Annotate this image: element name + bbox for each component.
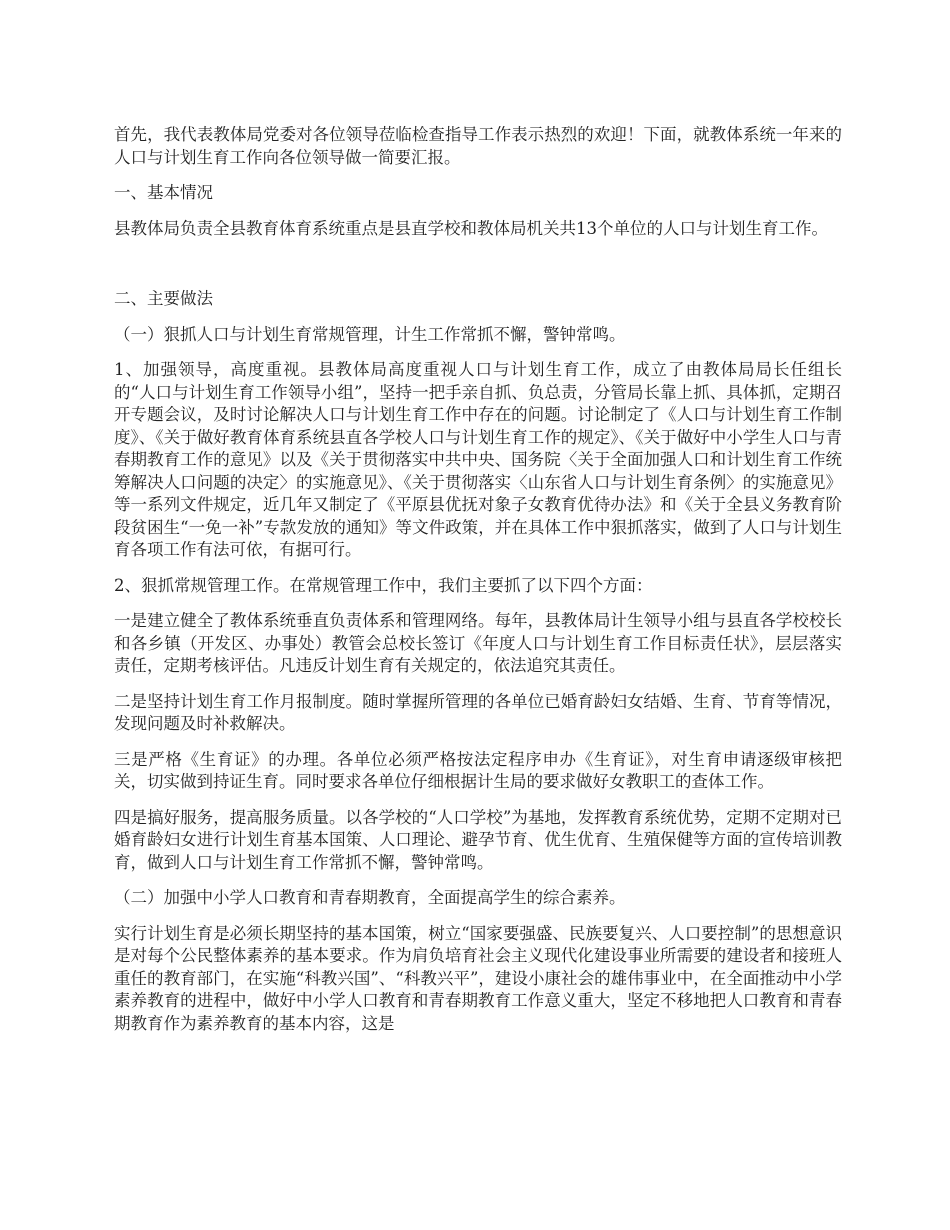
basic-situation-paragraph: 县教体局负责全县教育体育系统重点是县直学校和教体局机关共13个单位的人口与计划生育工作。	[114, 218, 828, 238]
point-3-paragraph: 三是严格《生育证》的办理。各单位必须严格按法定程序申办《生育证》，对生育申请逐级审核把关，切实做到持证生育。同时要求各单位仔细根据计生局的要求做好女教职工的查体工作。	[114, 749, 842, 791]
point-4-paragraph: 四是搞好服务，提高服务质量。以各学校的“人口学校”为基地，发挥教育系统优势，定期不定期对已婚育龄妇女进行计划生育基本国策、人口理论、避孕节育、优生优育、生殖保健等方面的宣传培训教育，做到人口与计划生育工作常抓不懈，警钟常鸣。	[114, 807, 842, 872]
subsection-heading-2: （二）加强中小学人口教育和青春期教育，全面提高学生的综合素养。	[114, 888, 626, 907]
point-1-paragraph: 一是建立健全了教体系统垂直负责体系和管理网络。每年，县教体局计生领导小组与县直各学校校长和各乡镇（开发区、办事处）教管会总校长签订《年度人口与计划生育工作目标责任状》，层层落实责任，定期考核评估。凡违反计划生育有关规定的，依法追究其责任。	[114, 611, 842, 675]
subsection-heading-1: （一）狠抓人口与计划生育常规管理，计生工作常抓不懈，警钟常鸣。	[114, 324, 626, 344]
item-2-paragraph: 2、狠抓常规管理工作。在常规管理工作中，我们主要抓了以下四个方面：	[114, 575, 653, 595]
item-1-paragraph: 1、加强领导，高度重视。县教体局高度重视人口与计划生育工作，成立了由教体局局长任组长的“人口与计划生育工作领导小组”，坚持一把手亲自抓、负总责，分管局长靠上抓、具体抓，定期召开专题会议，及时讨论解决人口与计划生育工作中存在的问题。讨论制定了《人口与计划生育工作制度》、《关于做好教育体育系统县直各学校人口与计划生育工作的规定》、《关于做好中小学生人口与青春期教育工作的意见》以及《关于贯彻落实中共中央、国务院〈关于全面加强人口和计划生育工作统筹解决人口问题的决定〉的实施意见》、《关于贯彻落实〈山东省人口与计划生育条例〉的实施意见》等一系列文件规定，近几年又制定了《平原县优抚对象子女教育优待办法》和《关于全县义务教育阶段贫困生“一免一补”专款发放的通知》等文件政策，并在具体工作中狠抓落实，做到了人口与计划生育各项工作有法可依，有据可行。	[114, 360, 842, 559]
population-education-paragraph: 实行计划生育是必须长期坚持的基本国策，树立“国家要强盛、民族要复兴、人口要控制”的思想意识是对每个公民整体素养的基本要求。作为肩负培育社会主义现代化建设事业所需要的建设者和接班人重任的教育部门，在实施“科教兴国”、“科教兴平”，建设小康社会的雄伟事业中，在全面推动中小学素养教育的进程中，做好中小学人口教育和青春期教育工作意义重大，坚定不移地把人口教育和青春期教育作为素养教育的基本内容，这是	[114, 923, 842, 1033]
intro-paragraph: 首先，我代表教体局党委对各位领导莅临检查指导工作表示热烈的欢迎！下面，就教体系统一年来的人口与计划生育工作向各位领导做一简要汇报。	[114, 125, 842, 167]
point-2-paragraph: 二是坚持计划生育工作月报制度。随时掌握所管理的各单位已婚育龄妇女结婚、生育、节育等情况，发现问题及时补救解决。	[114, 691, 842, 733]
document-body	[114, 124, 842, 1035]
section-heading-main-practices: 二、主要做法	[114, 289, 213, 308]
section-heading-basic-situation: 一、基本情况	[114, 183, 213, 202]
